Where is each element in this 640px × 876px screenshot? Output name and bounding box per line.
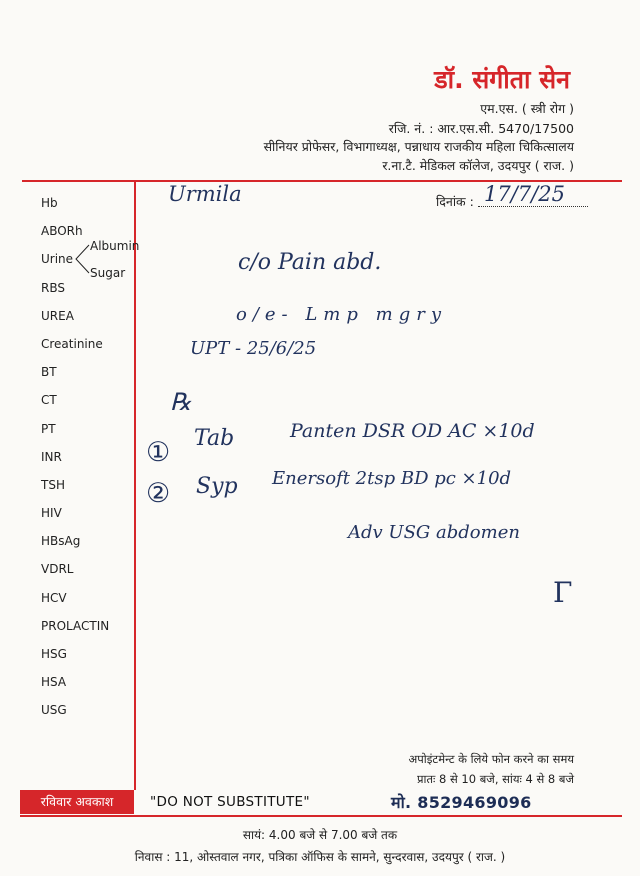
sunday-holiday-badge: रविवार अवकाश [20, 790, 134, 814]
examination: o/e- Lmp mgry [236, 304, 447, 325]
urine-albumin: Albumin [90, 239, 140, 253]
complaint: c/o Pain abd. [238, 250, 382, 275]
advice: Adv USG abdomen [348, 522, 520, 543]
item-number-2: ② [146, 478, 171, 509]
date-value: 17/7/25 [484, 182, 565, 206]
appointment-hours: प्रातः 8 से 10 बजे, सांयः 4 से 8 बजे [416, 772, 574, 786]
footer-divider [20, 815, 622, 817]
test-item: TSH [41, 477, 65, 492]
appointment-title: अपोइंटमेन्ट के लिये फोन करने का समय [408, 752, 574, 766]
mobile-number: मो. 8529469096 [391, 793, 532, 812]
urine-sugar: Sugar [90, 266, 126, 280]
test-column-divider [134, 181, 136, 790]
item-number-1: ① [146, 437, 171, 468]
test-item: HBsAg [41, 534, 81, 549]
date-label: दिनांक : [436, 194, 474, 209]
residence-address: निवास : 11, ओस्तवाल नगर, पत्रिका ऑफिस के सामने, सुन्दरवास, उदयपुर ( राज. ) [134, 850, 506, 864]
test-item: UREA [41, 308, 74, 323]
test-item: HSG [41, 647, 67, 661]
designation: सीनियर प्रोफेसर, विभागाध्यक्ष, पन्नाधाय राजकीय महिला चिकित्सालय [263, 139, 574, 154]
test-item: RBS [41, 280, 65, 295]
test-item: CT [41, 393, 57, 408]
test-item: VDRL [41, 562, 74, 577]
doctor-name: डॉ. संगीता सेन [434, 65, 570, 94]
test-item: PROLACTIN [41, 618, 110, 633]
test-item: USG [41, 703, 67, 718]
registration-number: रजि. नं. : आर.एस.सी. 5470/17500 [388, 121, 574, 136]
test-item: HIV [41, 506, 62, 521]
pen-mark: Γ [553, 576, 573, 609]
evening-hours: सायं: 4.00 बजे से 7.00 बजे तक [242, 828, 398, 842]
tab-medicine: Panten DSR OD AC ×10d [290, 420, 535, 442]
syp-label: Syp [196, 474, 238, 499]
test-item: BT [41, 365, 57, 380]
syp-medicine: Enersoft 2tsp BD pc ×10d [272, 468, 512, 489]
college: र.ना.टै. मेडिकल कॉलेज, उदयपुर ( राज. ) [382, 158, 574, 173]
test-item: HSA [41, 675, 67, 690]
test-item: INR [41, 449, 62, 464]
test-item: PT [41, 421, 56, 436]
test-item: Hb [41, 196, 58, 210]
qualification: एम.एस. ( स्त्री रोग ) [480, 101, 574, 116]
tab-label: Tab [194, 426, 235, 451]
do-not-substitute: "DO NOT SUBSTITUTE" [150, 794, 310, 810]
test-item: ABORh [41, 224, 83, 239]
patient-name: Urmila [168, 182, 242, 206]
test-item: HCV [41, 590, 67, 605]
test-item: Urine [41, 252, 74, 267]
upt-note: UPT - 25/6/25 [190, 338, 317, 359]
date-line [478, 206, 588, 207]
rx-symbol: ℞ [170, 388, 192, 416]
test-item: Creatinine [41, 336, 103, 351]
